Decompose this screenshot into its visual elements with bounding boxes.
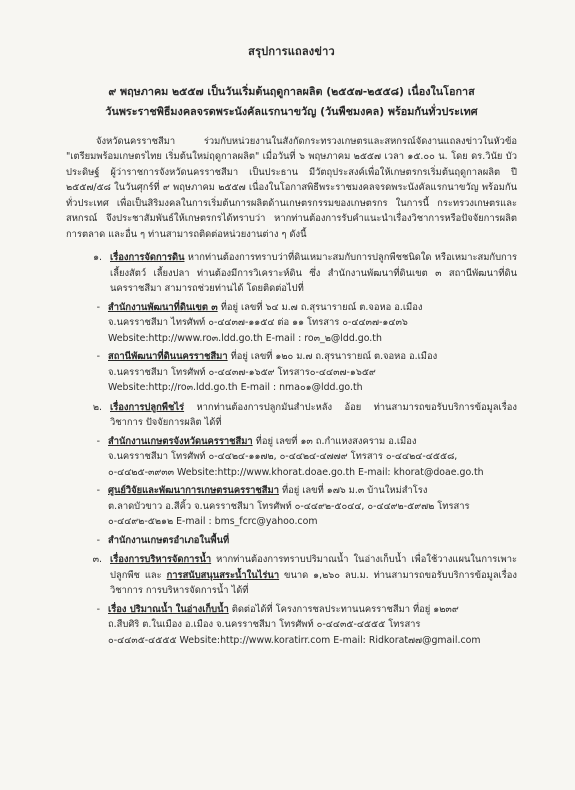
- section-heading-secondary: การสนับสนุนสระน้ำในไร่นา: [166, 569, 280, 581]
- subsection-line: ที่อยู่ เลขที่ ๑๗๖ ม.๓ บ้านใหม่สำโรง: [281, 485, 428, 496]
- subsection-line: ที่อยู่ เลขที่ ๑๓ ถ.กำแหงสงคราม อ.เมือง: [255, 435, 417, 447]
- section-1: [66, 250, 517, 297]
- subsection-line: จ.นครราชสีมา ไทรศัพท์ ๐-๔๔๓๗-๑๑๕๔ ต่อ ๑๑ โทรสาร ๐-๔๔๓๗-๑๔๓๖: [108, 317, 408, 328]
- subsection-line: ๐-๔๔๒๕-๓๙๓๓ Website:http://www.khorat.doae.go.th E-mail: khorat@doae.go.th: [108, 466, 484, 478]
- section-heading: เรื่องการจัดการดิน: [110, 252, 185, 263]
- subsection-line: Website:http://ro๓.ldd.go.th E-mail : nma๐๑@ldd.go.th: [108, 382, 363, 393]
- subsection-line: ต.ลาดบัวขาว อ.สีคิ้ว จ.นครราชสีมา โทรศัพท์ ๐-๔๔๙๒-๕๐๔๔, ๐-๔๔๙๒-๕๙๗๒ โทรสาร: [108, 500, 470, 512]
- subsection-line: จ.นครราชสีมา โทรศัพท์ ๐-๔๔๓๗-๑๖๕๙ โทรสาร๐-๔๔๓๗-๑๖๕๙: [108, 366, 376, 378]
- bullet-dash: -: [96, 435, 100, 447]
- subsection-heading: สำนักงานพัฒนาที่ดินเขต ๓: [108, 301, 218, 313]
- section-number: ๒.: [92, 401, 102, 413]
- subsection-line: ถ.สืบศิริ ต.ในเมือง อ.เมือง จ.นครราชสีมา โทรศัพท์ ๐-๔๔๓๕-๔๕๕๕ โทรสาร: [108, 619, 421, 630]
- bullet-dash: -: [96, 485, 100, 496]
- subsection-1-1: [66, 300, 517, 347]
- subsection-2-3: [66, 533, 517, 549]
- section-text: หากท่านต้องการปลูกมันสำปะหลัง อ้อย ท่านสามารถขอรับบริการข้อมูลเรื่องวิชาการ ปัจจัยการผลิต ได้ที่: [110, 401, 517, 428]
- bullet-dash: -: [96, 534, 100, 546]
- section-text: หากท่านต้องการทราบว่าที่ดินเหมาะสมกับการปลูกพืชชนิดใด หรือเหมาะสมกับการเลี้ยงสัตว์ เลี้ยงปลา ท่านต้องมีการวิเคราะห์ดิน ซึ่ง สำนักงานพัฒนาที่ดินเขต ๓ สถานีพัฒนาที่ดินนครราชสีมา สามารถช่วยท่านได้ โดยติดต่อไปที่: [110, 252, 518, 294]
- section-number: ๓.: [92, 554, 102, 565]
- subsection-heading: เรื่อง ปริมาณน้ำ ในอ่างเก็บน้ำ: [108, 603, 229, 615]
- subsection-line: Website:http://www.ro๓.ldd.go.th E-mail : ro๓_๒@ldd.go.th: [108, 332, 382, 344]
- subsection-1-2: [66, 349, 517, 396]
- headline-line-2: วันพระราชพิธีมงคลจรดพระนังคัลแรกนาขวัญ (วันพืชมงคล) พร้อมกันทั่วประเทศ: [105, 104, 478, 118]
- bullet-dash: -: [96, 351, 100, 362]
- bullet-dash: -: [96, 603, 100, 615]
- subsection-line: ๐-๔๔๓๕-๔๕๕๕ Website:http://www.koratirr.com E-mail: Ridkorat๗๗@gmail.com: [108, 634, 481, 646]
- subsection-heading: ศูนย์วิจัยและพัฒนาการเกษตรนครราชสีมา: [108, 485, 279, 496]
- section-3: [66, 552, 517, 599]
- headline-line-1: ๙ พฤษภาคม ๒๕๕๗ เป็นวันเริ่มต้นฤดูกาลผลิต (๒๕๕๗-๒๕๕๘) เนื่องในโอกาส: [108, 84, 475, 98]
- subsection-heading: สถานีพัฒนาที่ดินนครราชสีมา: [108, 351, 228, 362]
- subsection-heading: สำนักงานเกษตรอำเภอในพื้นที่: [108, 534, 230, 546]
- subsection-heading: สำนักงานเกษตรจังหวัดนครราชสีมา: [108, 435, 253, 447]
- subsection-line: จ.นครราชสีมา โทรศัพท์ ๐-๔๔๒๔-๑๑๗๒, ๐-๔๔๒๔-๔๗๗๙ โทรสาร ๐-๔๔๒๔-๔๕๕๘,: [108, 451, 458, 462]
- subsection-line: ที่อยู่ เลขที่ ๑๒๐ ม.๗ ถ.สุรนารายณ์ ต.จอหอ อ.เมือง: [230, 351, 438, 362]
- bullet-dash: -: [96, 301, 100, 313]
- subsection-2-2: [66, 483, 517, 530]
- section-heading: เรื่องการปลูกพืชไร่: [110, 401, 185, 413]
- subsection-line: ที่อยู่ เลขที่ ๖๔ ม.๗ ถ.สุรนารายณ์ ต.จอหอ อ.เมือง: [220, 301, 423, 313]
- section-number: ๑.: [93, 252, 102, 263]
- document-title: สรุปการแถลงข่าว: [248, 45, 335, 58]
- section-heading: เรื่องการบริหารจัดการน้ำ: [110, 554, 212, 565]
- intro-paragraph: จังหวัดนครราชสีมา ร่วมกับหน่วยงานในสังกัดกระทรวงเกษตรและสหกรณ์จัดงานแถลงข่าวในหัวข้อ "เตรียมพร้อมเกษตรไทย เริ่มต้นใหม่ฤดูกาลผลิต" เมื่อวันที่ ๖ พฤษภาคม ๒๕๕๗ เวลา ๑๕.๐๐ น. โดย ดร.วินัย บัวประดิษฐ์ ผู้ว่าราชการจังหวัดนครราชสีมา เป็นประธาน มีวัตถุประสงค์เพื่อให้เกษตรกรเริ่มต้นฤดูกาลผลิต ปี ๒๕๕๗/๕๘ ในวันศุกร์ที่ ๙ พฤษภาคม ๒๕๕๗ เนื่องในโอกาสพิธีพระราชมงคลจรดพระนังคัลแรกนาขวัญ พร้อมกันทั่วประเทศ เพื่อเป็นสิริมงคลในการเริ่มต้นการผลิตด้านเกษตรกรรมของเกษตรกร ในการนี้ กระทรวงเกษตรและสหกรณ์ จึงประชาสัมพันธ์ให้เกษตรกรได้ทราบว่า หากท่านต้องการรับคำแนะนำเรื่องวิชาการหรือปัจจัยการผลิต การตลาด และอื่น ๆ ท่านสามารถติดต่อหน่วยงานต่าง ๆ ดังนี้: [66, 135, 517, 240]
- subsection-3-1: [66, 602, 517, 649]
- section-text: ขนาด ๑,๒๖๐ ลบ.ม. ท่านสามารถขอรับบริการข้อมูลเรื่องวิชาการ การบริหารจัดการน้ำ ได้ที่: [110, 569, 518, 596]
- section-text: หากท่านต้องการทราบปริมาณน้ำ ในอ่างเก็บน้ำ เพื่อใช้วางแผนในการเพาะปลูกพืช และ: [110, 554, 517, 581]
- subsection-line: ๐-๔๔๙๒-๕๒๑๒ E-mail : bms_fcrc@yahoo.com: [108, 516, 318, 527]
- section-2: [66, 400, 517, 431]
- headline: [66, 82, 517, 122]
- subsection-2-1: [66, 434, 517, 481]
- subsection-line: ติดต่อได้ที่ โครงการชลประทานนครราชสีมา ที่อยู่ ๑๒๓๙: [231, 603, 459, 615]
